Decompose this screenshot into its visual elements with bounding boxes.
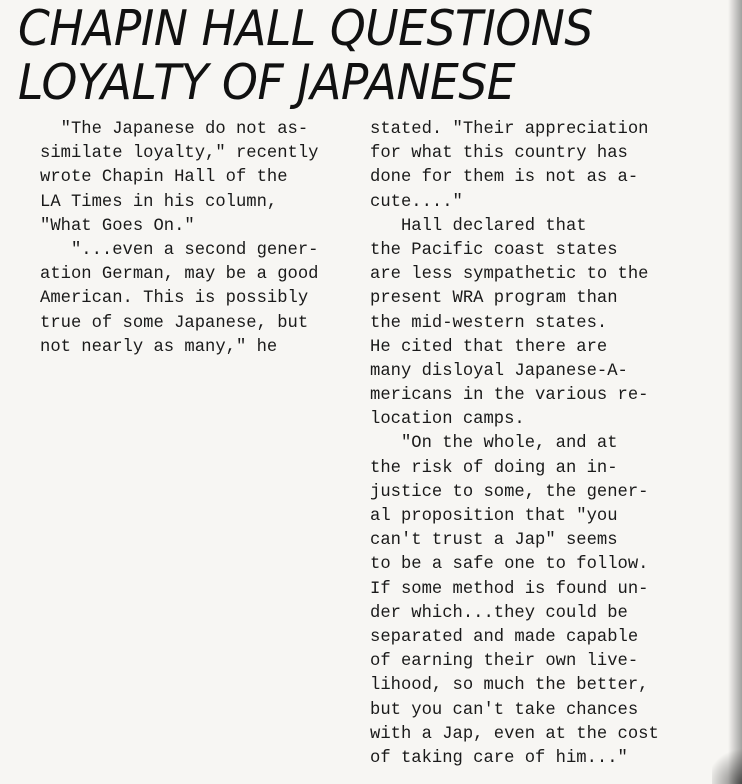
article-column-right	[370, 118, 710, 771]
column-line: not nearly as many," he	[40, 337, 278, 357]
headline-line-2: LOYALTY OF JAPANESE	[18, 54, 516, 111]
column-line: "On the whole, and at	[370, 434, 618, 454]
column-line: location camps.	[370, 410, 525, 430]
column-line: "...even a second gener-	[40, 240, 319, 260]
column-line: for what this country has	[370, 144, 628, 164]
column-line: true of some Japanese, but	[40, 313, 309, 333]
page-edge-shadow	[728, 0, 742, 784]
column-line: but you can't take chances	[370, 700, 639, 720]
column-line: can't trust a Jap" seems	[370, 531, 618, 551]
column-line: to be a safe one to follow.	[370, 555, 649, 575]
column-line: justice to some, the gener-	[370, 482, 649, 502]
column-line: wrote Chapin Hall of the	[40, 168, 288, 188]
column-line: If some method is found un-	[370, 579, 649, 599]
column-line: LA Times in his column,	[40, 192, 278, 212]
column-line: many disloyal Japanese-A-	[370, 361, 628, 381]
column-line: lihood, so much the better,	[370, 676, 649, 696]
column-line: of earning their own live-	[370, 652, 639, 672]
page-corner-shadow	[712, 744, 742, 784]
article-column-left	[40, 118, 358, 360]
column-line: present WRA program than	[370, 289, 618, 309]
column-line: are less sympathetic to the	[370, 265, 649, 285]
column-line: with a Jap, even at the cost	[370, 724, 659, 744]
column-line: stated. "Their appreciation	[370, 120, 649, 139]
column-line: "The Japanese do not as-	[40, 120, 309, 139]
column-line: the mid-western states.	[370, 313, 608, 333]
column-line: mericans in the various re-	[370, 386, 649, 406]
column-line: done for them is not as a-	[370, 168, 639, 188]
column-line: of taking care of him..."	[370, 748, 628, 768]
column-line: al proposition that "you	[370, 507, 618, 526]
column-line: similate loyalty," recently	[40, 144, 319, 164]
column-line: the Pacific coast states	[370, 240, 618, 260]
headline-line-1: CHAPIN HALL QUESTIONS	[18, 0, 593, 57]
column-line: the risk of doing an in-	[370, 458, 618, 478]
column-line: separated and made capable	[370, 627, 639, 647]
column-line: ation German, may be a good	[40, 265, 319, 285]
headline	[18, 2, 678, 110]
column-line: American. This is possibly	[40, 289, 309, 309]
column-line: cute...."	[370, 192, 463, 212]
column-line: He cited that there are	[370, 337, 608, 357]
column-line: der which...they could be	[370, 603, 628, 623]
column-line: Hall declared that	[370, 216, 587, 236]
column-line: "What Goes On."	[40, 216, 195, 236]
